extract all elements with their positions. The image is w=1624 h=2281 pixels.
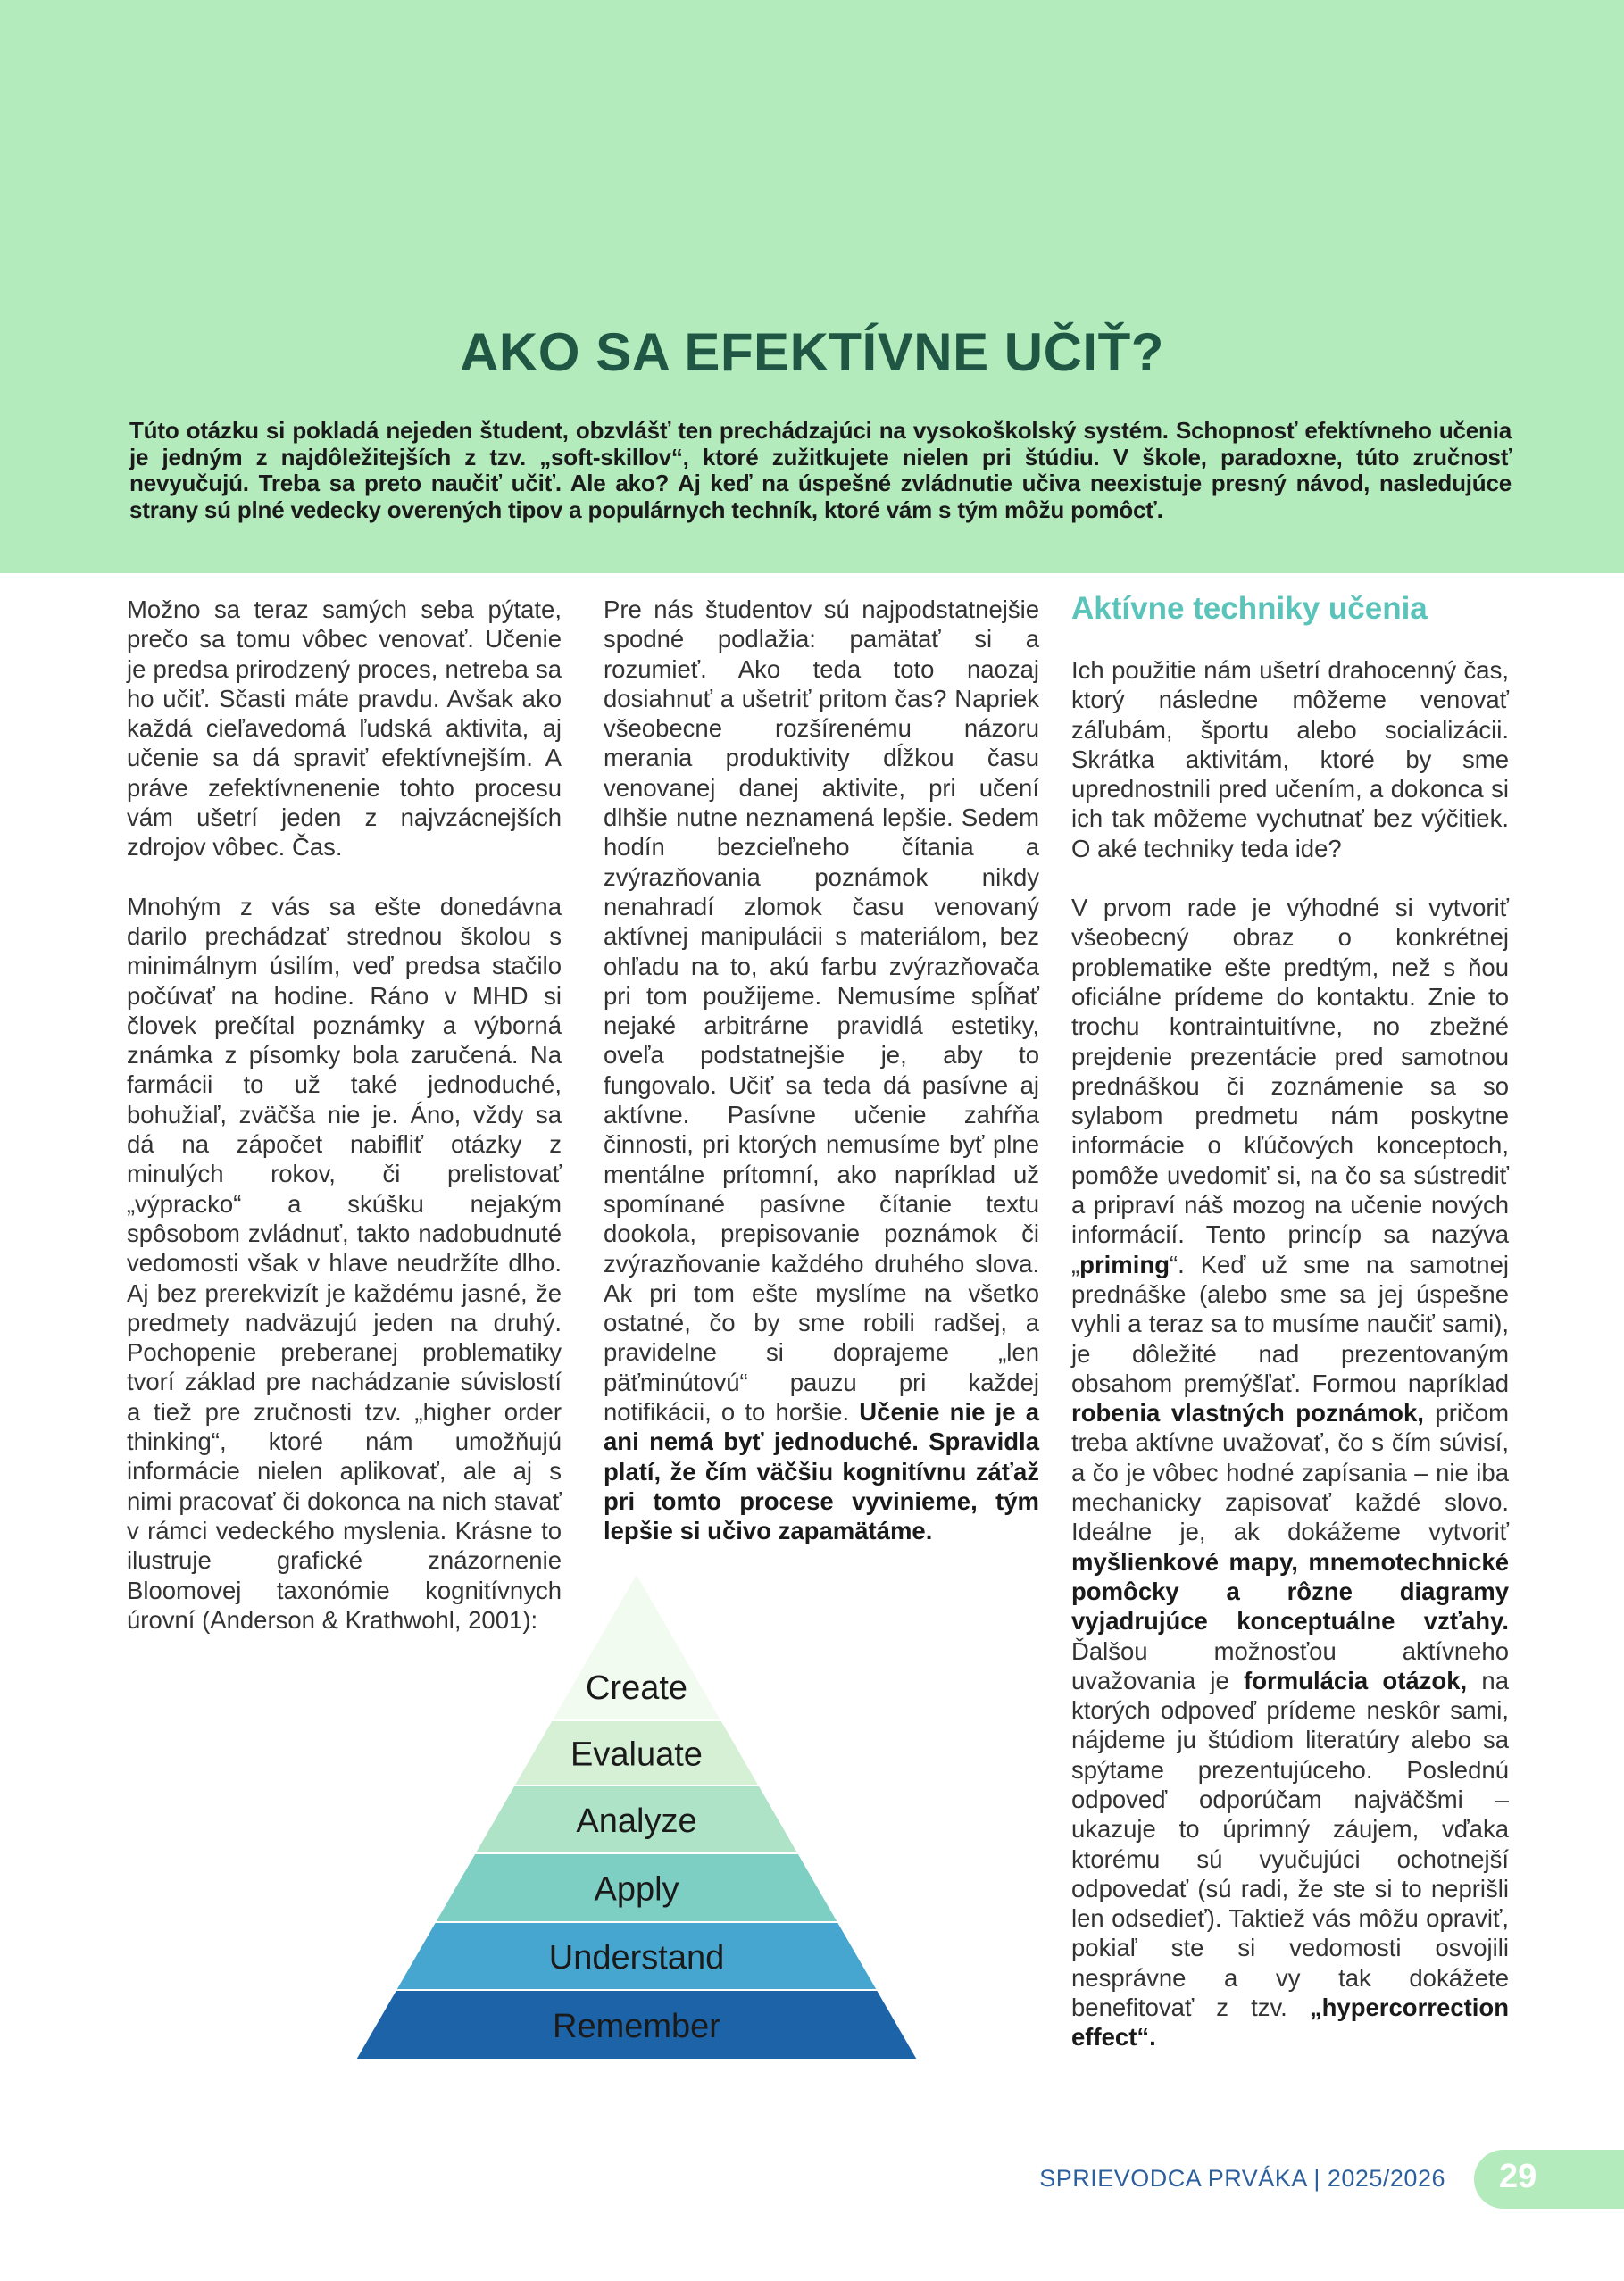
bloom-pyramid bbox=[355, 1573, 918, 2060]
column-2 bbox=[604, 595, 1039, 1576]
column-2-text: Pre nás študentov sú najpodstatnejšie spodné podlažia: pamätať si a rozumieť. Ako teda toto naozaj dosiahnuť a ušetriť pritom čas? Napriek všeobecne rozšírenému názoru merania produktivity dĺžkou času venovanej danej aktivite, pri učení dlhšie nutne neznamená lepšie. Sedem hodín bezcieľneho čítania a zvýrazňovania poznámok nikdy nenahradí zlomok času venovaný aktívnej manipulácii s materiálom, bez ohľadu na to, akú farbu zvýrazňovača pri tom použijeme. Nemusíme spĺňať nejaké arbitrárne pravidlá estetiky, oveľa podstatnejšie je, aby to fungovalo. Učiť sa teda dá pasívne aj aktívne. Pasívne učenie zahŕňa činnosti, pri ktorých nemusíme byť plne mentálne prítomní, ako napríklad už spomínané pasívne čítanie textu dookola, prepisovanie poznámok či zvýrazňovanie každého druhého slova. Ak pri tom ešte myslíme na všetko ostatné, čo by sme robili radšej, a pravidelne si doprajeme „len päťminútovú“ pauzu pri každej notifikácii, o to horšie. bbox=[604, 595, 1039, 1427]
column-1 bbox=[127, 595, 562, 1664]
column-1-paragraph-1: Možno sa teraz samých seba pýtate, prečo sa tomu vôbec venovať. Učenie je predsa prirodzený proces, netreba sa ho učiť. Sčasti máte pravdu. Avšak ako každá cieľavedomá ľudská aktivita, aj učenie sa dá spraviť efektívnejším. A práve zefektívnenenie tohto procesu vám ušetrí jeden z najvzácnejších zdrojov vôbec. Čas. bbox=[127, 595, 562, 862]
column-3-text-d: pričom treba aktívne uvažovať, čo s čím súvisí, a čo je vôbec hodné zapísania – nie iba mechanicky zapisovať každé slovo. Ideálne je, ak dokážeme vytvoriť bbox=[1071, 1399, 1509, 1546]
column-2-bold-text: Učenie nie je a ani nemá byť jednoduché. Spravidla platí, že čím väčšiu kognitívnu záťaž pri tomto procese vyvinieme, tým lepšie si učivo zapamätáme. bbox=[604, 1398, 1040, 1545]
term-priming: priming bbox=[1079, 1250, 1170, 1278]
column-3 bbox=[1071, 589, 1509, 2082]
pyramid-label-create: Create bbox=[585, 1669, 688, 1707]
term-questions: formulácia otázok, bbox=[1244, 1666, 1468, 1694]
section-heading: Aktívne techniky učenia bbox=[1071, 591, 1428, 626]
pyramid-label-understand: Understand bbox=[548, 1939, 725, 1977]
column-3-paragraph-2 bbox=[1071, 893, 1509, 2052]
footer-publication: SPRIEVODCA PRVÁKA | 2025/2026 bbox=[1039, 2165, 1445, 2192]
column-3-text-e: Ďalšou možnosťou aktívneho uvažovania je bbox=[1071, 1636, 1509, 1694]
term-hypercorrection: „hypercorrection effect“. bbox=[1071, 1994, 1509, 2052]
column-1-paragraph-2: Mnohým z vás sa ešte donedávna darilo prechádzať strednou školou s minimálnym úsilím, veď predsa stačilo počúvať na hodine. Ráno v MHD si človek prečítal poznámky a výborná známka z písomky bola zaručená. Na farmácii to už také jednoduché, bohužiaľ, zväčša nie je. Áno, vždy sa dá na zápočet nabifliť otázky z minulých rokov, či prelistovať „výpracko“ a skúšku nejakým spôsobom zvládnuť, takto nadobudnuté vedomosti však v hlave neudržíte dlho. Aj bez prerekvizít je každému jasné, že predmety nadväzujú jeden na druhý. Pochopenie preberanej problematiky tvorí základ pre nachádzanie súvislostí a tiež pre zručnosti tzv. „higher order thinking“, ktoré nám umožňujú informácie nielen aplikovať, ale aj s nimi pracovať či dokonca na nich stavať v rámci vedeckého myslenia. Krásne to ilustruje grafické znázornenie Bloomovej taxonómie kognitívnych úrovní (Anderson & Krathwohl, 2001): bbox=[127, 892, 562, 1634]
page-title: AKO SA EFEKTÍVNE UČIŤ? bbox=[460, 322, 1164, 382]
column-3-text-f: na ktorých odpoveď prídeme neskôr sami, nájdeme ju štúdiom literatúry alebo sa spýtame prezentujúceho. Poslednú odpoveď odporúčam najväčšmi – ukazuje to úprimný záujem, vďaka ktorému sú vyučujúci ochotnejší odpovedať (sú radi, že ste si to neprišli len odsedieť). Taktiež vás môžu opraviť, pokiaľ ste si vedomosti osvojili nesprávne a vy tak dokážete benefitovať z tzv. bbox=[1071, 1666, 1509, 2022]
pyramid-label-remember: Remember bbox=[553, 2008, 720, 2045]
column-3-text-c: “. Keď už sme na samotnej prednáške (alebo sme sa jej úspešne vyhli a teraz sa to musíme naučiť sami), je dôležité nad prezentovaným obsahom premýšľať. Formou napríklad bbox=[1071, 1250, 1509, 1397]
pyramid-label-analyze: Analyze bbox=[576, 1802, 697, 1840]
page-number-badge bbox=[1474, 2150, 1624, 2209]
pyramid-label-evaluate: Evaluate bbox=[570, 1736, 703, 1774]
term-mind-maps: myšlienkové mapy, mnemotechnické pomôcky a rôzne diagramy vyjadrujúce konceptuálne vzťahy. bbox=[1071, 1547, 1509, 1636]
column-2-paragraph-1 bbox=[604, 595, 1039, 1546]
column-3-paragraph-1: Ich použitie nám ušetrí drahocenný čas, ktorý následne môžeme venovať záľubám, športu alebo socializácii. Skrátka aktivitám, ktoré by sme uprednostnili pred učením, a dokonca si ich tak môžeme vychutnať bez výčitiek. O aké techniky teda ide? bbox=[1071, 656, 1509, 862]
page-number: 29 bbox=[1499, 2158, 1537, 2195]
pyramid-label-apply: Apply bbox=[594, 1870, 679, 1909]
intro-paragraph: Túto otázku si pokladá nejeden študent, obzvlášť ten prechádzajúci na vysokoškolský systém. Schopnosť efektívneho učenia je jedným z najdôležitejších z tzv. „soft-skillov“, ktoré zužitkujete nielen pri štúdiu. V škole, paradoxne, túto zručnosť nevyučujú. Treba sa preto naučiť učiť. Ale ako? Aj keď na úspešné zvládnutie učiva neexistuje presný návod, nasledujúce strany sú plné vedecky overených tipov a populárnych techník, ktoré vám s tým môžu pomôcť. bbox=[129, 417, 1512, 523]
column-3-text-a: V prvom rade je výhodné si vytvoriť všeobecný obraz o konkrétnej problematike ešte predtým, než s ňou oficiálne prídeme do kontaktu. Znie to trochu kontraintuitívne, no zbežné prejdenie prezentácie pred samotnou prednáškou či zoznámenie sa so sylabom predmetu nám poskytne informácie o kľúčových konceptoch, pomôže uvedomiť si, na čo sa sústrediť a pripraví náš mozog na učenie nových informácií. Tento princíp sa nazýva „ bbox=[1071, 894, 1509, 1278]
term-own-notes: robenia vlastných poznámok, bbox=[1071, 1399, 1424, 1428]
